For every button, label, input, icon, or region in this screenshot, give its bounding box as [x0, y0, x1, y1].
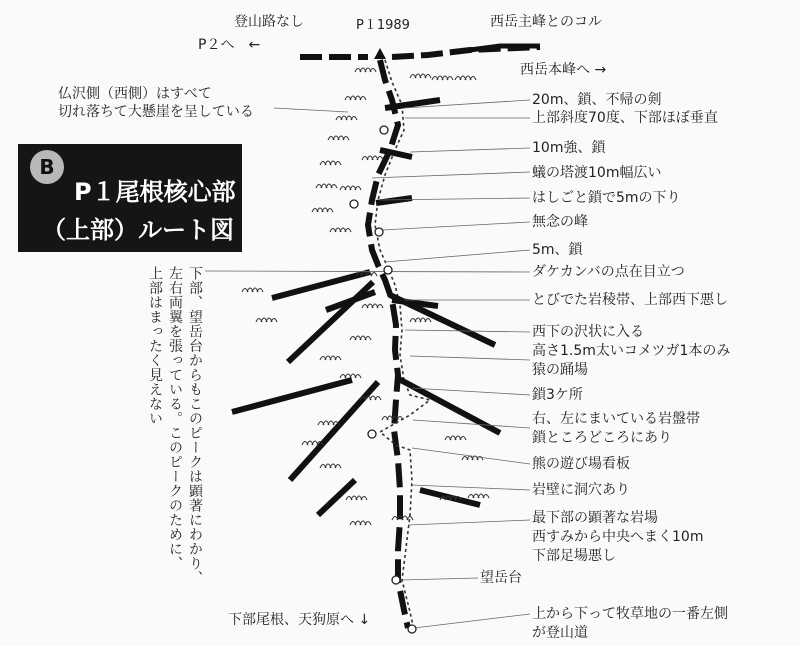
annotation-label: 上部斜度70度、下部ほぼ垂直	[532, 110, 718, 126]
annotation-label: 下部足場悪し	[532, 548, 616, 564]
spur-line	[290, 382, 378, 480]
annotation-label: 熊の遊び場看板	[532, 456, 630, 472]
no-trail-label: 登山路なし	[234, 14, 304, 30]
trail-dotted-line	[375, 60, 430, 630]
title-panel	[18, 144, 242, 252]
annotation-label: 蟻の塔渡10m幅広い	[532, 165, 662, 181]
spur-line	[288, 282, 373, 362]
waypoint-marker	[392, 576, 400, 584]
spur-line	[392, 300, 438, 306]
waypoint-marker	[368, 430, 376, 438]
waypoint-marker	[408, 625, 416, 633]
annotation-label: 無念の峰	[532, 214, 588, 230]
west-side-note-line2: 切れ落ちて大懸崖を呈している	[58, 104, 254, 120]
waypoint-marker	[380, 126, 388, 134]
section-badge: B	[30, 150, 64, 184]
annotation-label: 右、左にまいている岩盤帯	[532, 411, 700, 427]
vertical-note-col3: 上部はまったく見えない	[147, 266, 163, 426]
vertical-note-col2: 左右両翼を張っている。このピークのために、	[167, 266, 183, 571]
annotation-label: 望岳台	[480, 570, 522, 586]
p2-direction-label: P２へ ←	[198, 37, 261, 53]
annotation-label: とびでた岩稜帯、上部西下悪し	[532, 292, 728, 308]
annotation-label: 鎖3ケ所	[532, 387, 583, 403]
spur-line	[272, 272, 370, 298]
spur-line	[318, 480, 355, 515]
annotation-label: 猿の踊場	[532, 362, 588, 378]
leader-lines	[205, 100, 530, 628]
peak-triangle-icon	[374, 48, 386, 59]
panel-title-line2: （上部）ルート図	[42, 216, 234, 244]
annotation-label: 上から下って牧草地の一番左側	[532, 606, 728, 622]
annotation-label: 西下の沢状に入る	[532, 324, 644, 340]
panel-title-line1: P１尾根核心部	[74, 178, 236, 206]
nishidake-direction-label: 西岳本峰へ →	[520, 62, 607, 78]
annotation-label: 岩壁に洞穴あり	[532, 482, 630, 498]
annotation-label: 鎖ところどころにあり	[532, 430, 672, 446]
waypoint-marker	[375, 228, 383, 236]
annotation-label: 高さ1.5m太いコメツガ1本のみ	[532, 343, 731, 359]
annotation-label: はしごと鎖で5mの下り	[532, 190, 681, 206]
peak-label: P１1989	[356, 18, 410, 33]
main-ridge-line	[368, 60, 408, 628]
spur-line	[232, 380, 352, 412]
lower-ridge-label: 下部尾根、天狗原へ ↓	[228, 612, 371, 628]
annotation-label: ダケカンバの点在目立つ	[532, 264, 685, 280]
west-side-note-line1: 仏沢側（西側）はすべて	[58, 86, 212, 102]
spur-line	[376, 198, 412, 203]
annotation-label: 西すみから中央へまく10m	[532, 529, 704, 545]
annotation-label: 10m強、鎖	[532, 140, 606, 156]
annotation-label: 最下部の顕著な岩場	[532, 510, 658, 526]
annotation-label: が登山道	[532, 625, 588, 641]
vertical-note-col1: 下部、望岳台からもこのピークは顕著にわかり、	[187, 266, 203, 585]
col-label: 西岳主峰とのコル	[490, 14, 602, 30]
annotation-label: 5m、鎖	[532, 242, 583, 258]
waypoint-marker	[350, 200, 358, 208]
waypoint-marker	[384, 266, 392, 274]
annotation-label: 20m、鎖、不帰の剣	[532, 92, 662, 108]
